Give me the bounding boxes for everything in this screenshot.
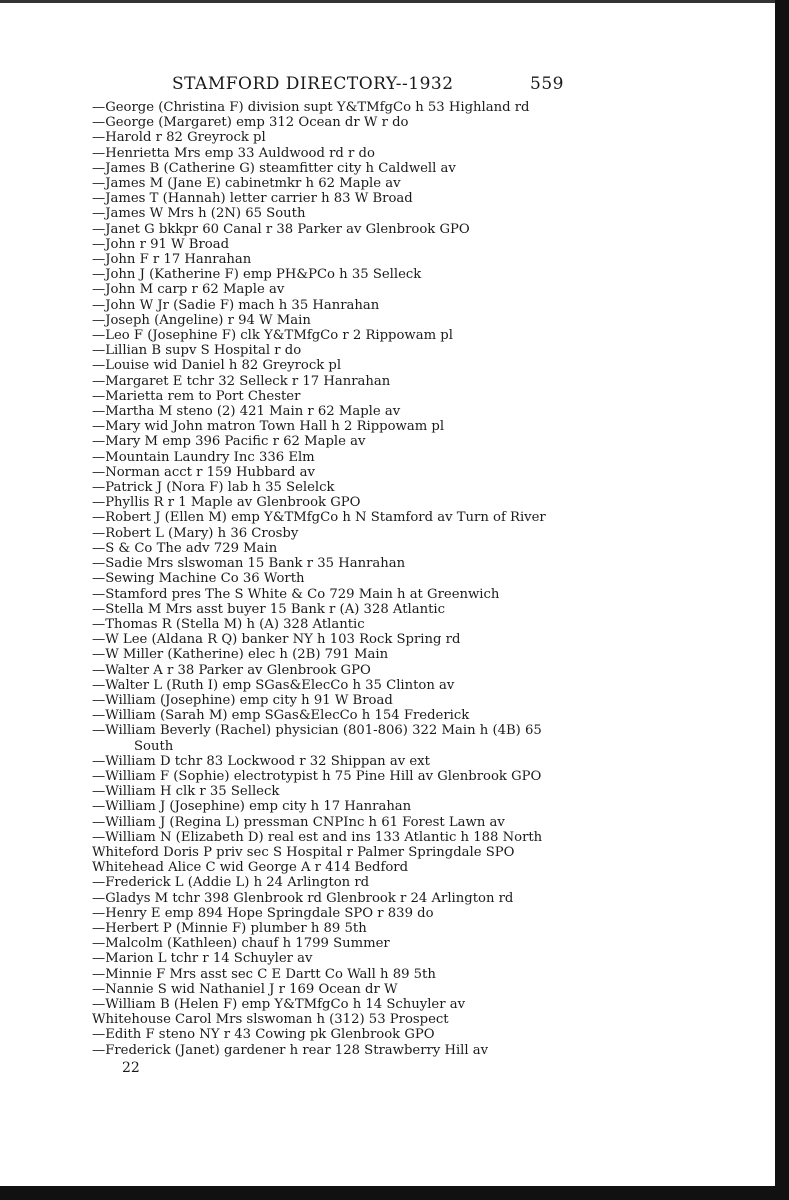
directory-entry: —Stella M Mrs asst buyer 15 Bank r (A) 328 Atlantic <box>92 601 445 617</box>
scan-edge-right <box>775 0 789 1200</box>
directory-entry: —Norman acct r 159 Hubbard av <box>92 464 315 480</box>
directory-entry: —W Lee (Aldana R Q) banker NY h 103 Rock Spring rd <box>92 632 461 648</box>
directory-entry: —James B (Catherine G) steamfitter city h Caldwell av <box>92 160 456 176</box>
directory-entry: Whitehead Alice C wid George A r 414 Bedford <box>92 860 409 876</box>
directory-entry: —George (Christina F) division supt Y&TMfgCo h 53 Highland rd <box>92 100 530 115</box>
directory-entry: —James M (Jane E) cabinetmkr h 62 Maple av <box>92 176 401 192</box>
directory-entry: —Mary wid John matron Town Hall h 2 Rippowam pl <box>92 419 445 435</box>
directory-entry: —Gladys M tchr 398 Glenbrook rd Glenbrook r 24 Arlington rd <box>92 890 514 906</box>
directory-entry: —Sewing Machine Co 36 Worth <box>92 571 305 587</box>
directory-entry: —Nannie S wid Nathaniel J r 169 Ocean dr W <box>92 981 398 997</box>
directory-entries <box>92 100 570 1058</box>
directory-entry: —William J (Regina L) pressman CNPInc h 61 Forest Lawn av <box>92 814 505 830</box>
directory-entry: —Louise wid Daniel h 82 Greyrock pl <box>92 358 342 374</box>
directory-entry: —Marietta rem to Port Chester <box>92 388 301 404</box>
directory-entry: —Walter L (Ruth I) emp SGas&ElecCo h 35 Clinton av <box>92 677 455 693</box>
directory-entry: —S & Co The adv 729 Main <box>92 540 278 556</box>
directory-entry: —Minnie F Mrs asst sec C E Dartt Co Wall h 89 5th <box>92 966 436 982</box>
directory-entry: —William J (Josephine) emp city h 17 Hanrahan <box>92 799 412 815</box>
directory-entry: —William F (Sophie) electrotypist h 75 Pine Hill av Glenbrook GPO <box>92 768 542 784</box>
directory-entry: —James T (Hannah) letter carrier h 83 W Broad <box>92 191 413 207</box>
directory-entry: —Marion L tchr r 14 Schuyler av <box>92 951 313 967</box>
directory-entry: —George (Margaret) emp 312 Ocean dr W r do <box>92 115 409 131</box>
scan-edge-bottom <box>0 1186 789 1200</box>
signature-number: 22 <box>122 1059 140 1076</box>
directory-entry: —Sadie Mrs slswoman 15 Bank r 35 Hanrahan <box>92 556 406 572</box>
directory-entry: —John J (Katherine F) emp PH&PCo h 35 Selleck <box>92 267 422 283</box>
directory-entry: —John W Jr (Sadie F) mach h 35 Hanrahan <box>92 297 380 313</box>
directory-entry: —Robert L (Mary) h 36 Crosby <box>92 525 299 541</box>
directory-entry: —William D tchr 83 Lockwood r 32 Shippan av ext <box>92 753 430 769</box>
directory-entry: —John r 91 W Broad <box>92 236 230 252</box>
directory-entry: Whitehouse Carol Mrs slswoman h (312) 53 Prospect <box>92 1012 449 1028</box>
directory-entry: —William B (Helen F) emp Y&TMfgCo h 14 Schuyler av <box>92 996 466 1012</box>
directory-entry: —Lillian B supv S Hospital r do <box>92 343 302 359</box>
directory-entry: —Leo F (Josephine F) clk Y&TMfgCo r 2 Rippowam pl <box>92 328 453 344</box>
directory-entry: —William N (Elizabeth D) real est and ins 133 Atlantic h 188 North <box>92 829 543 845</box>
page-header <box>92 70 570 96</box>
directory-entry: —Stamford pres The S White & Co 729 Main h at Greenwich <box>92 586 500 602</box>
directory-entry: —John M carp r 62 Maple av <box>92 282 285 298</box>
directory-entry: —Herbert P (Minnie F) plumber h 89 5th <box>92 920 367 936</box>
directory-entry: —Walter A r 38 Parker av Glenbrook GPO <box>92 662 371 678</box>
directory-page <box>92 70 570 1076</box>
directory-entry: —John F r 17 Hanrahan <box>92 252 252 268</box>
directory-entry: —Frederick L (Addie L) h 24 Arlington rd <box>92 875 370 891</box>
directory-entry: —William (Josephine) emp city h 91 W Broad <box>92 692 393 708</box>
directory-entry: —Joseph (Angeline) r 94 W Main <box>92 312 311 328</box>
page-number: 559 <box>530 74 564 94</box>
directory-entry: —Phyllis R r 1 Maple av Glenbrook GPO <box>92 495 361 511</box>
directory-entry: —Henrietta Mrs emp 33 Auldwood rd r do <box>92 145 375 161</box>
directory-entry: —William (Sarah M) emp SGas&ElecCo h 154 Frederick <box>92 708 470 724</box>
directory-entry: —Margaret E tchr 32 Selleck r 17 Hanrahan <box>92 373 391 389</box>
directory-entry: —Edith F steno NY r 43 Cowing pk Glenbrook GPO <box>92 1027 435 1043</box>
directory-entry: —Mary M emp 396 Pacific r 62 Maple av <box>92 434 366 450</box>
directory-entry: —Janet G bkkpr 60 Canal r 38 Parker av Glenbrook GPO <box>92 221 470 237</box>
directory-entry: —Henry E emp 894 Hope Springdale SPO r 839 do <box>92 905 434 921</box>
directory-entry: —Patrick J (Nora F) lab h 35 Selelck <box>92 480 335 496</box>
directory-entry: —Malcolm (Kathleen) chauf h 1799 Summer <box>92 936 390 952</box>
directory-entry: —Frederick (Janet) gardener h rear 128 Strawberry Hill av <box>92 1042 489 1058</box>
directory-entry: —W Miller (Katherine) elec h (2B) 791 Main <box>92 647 389 663</box>
directory-entry: —James W Mrs h (2N) 65 South <box>92 206 306 222</box>
directory-entry: —Robert J (Ellen M) emp Y&TMfgCo h N Stamford av Turn of River <box>92 510 546 526</box>
directory-entry: —William H clk r 35 Selleck <box>92 784 280 800</box>
directory-entry: —Martha M steno (2) 421 Main r 62 Maple av <box>92 404 401 420</box>
page-title: STAMFORD DIRECTORY--1932 <box>172 74 454 94</box>
directory-entry: —Thomas R (Stella M) h (A) 328 Atlantic <box>92 616 365 632</box>
directory-entry: —Harold r 82 Greyrock pl <box>92 130 266 146</box>
directory-entry: —William Beverly (Rachel) physician (801-806) 322 Main h (4B) 65 South <box>92 723 542 754</box>
directory-entry: Whiteford Doris P priv sec S Hospital r Palmer Springdale SPO <box>92 844 515 860</box>
scan-edge-top <box>0 0 789 3</box>
directory-entry: —Mountain Laundry Inc 336 Elm <box>92 449 315 465</box>
